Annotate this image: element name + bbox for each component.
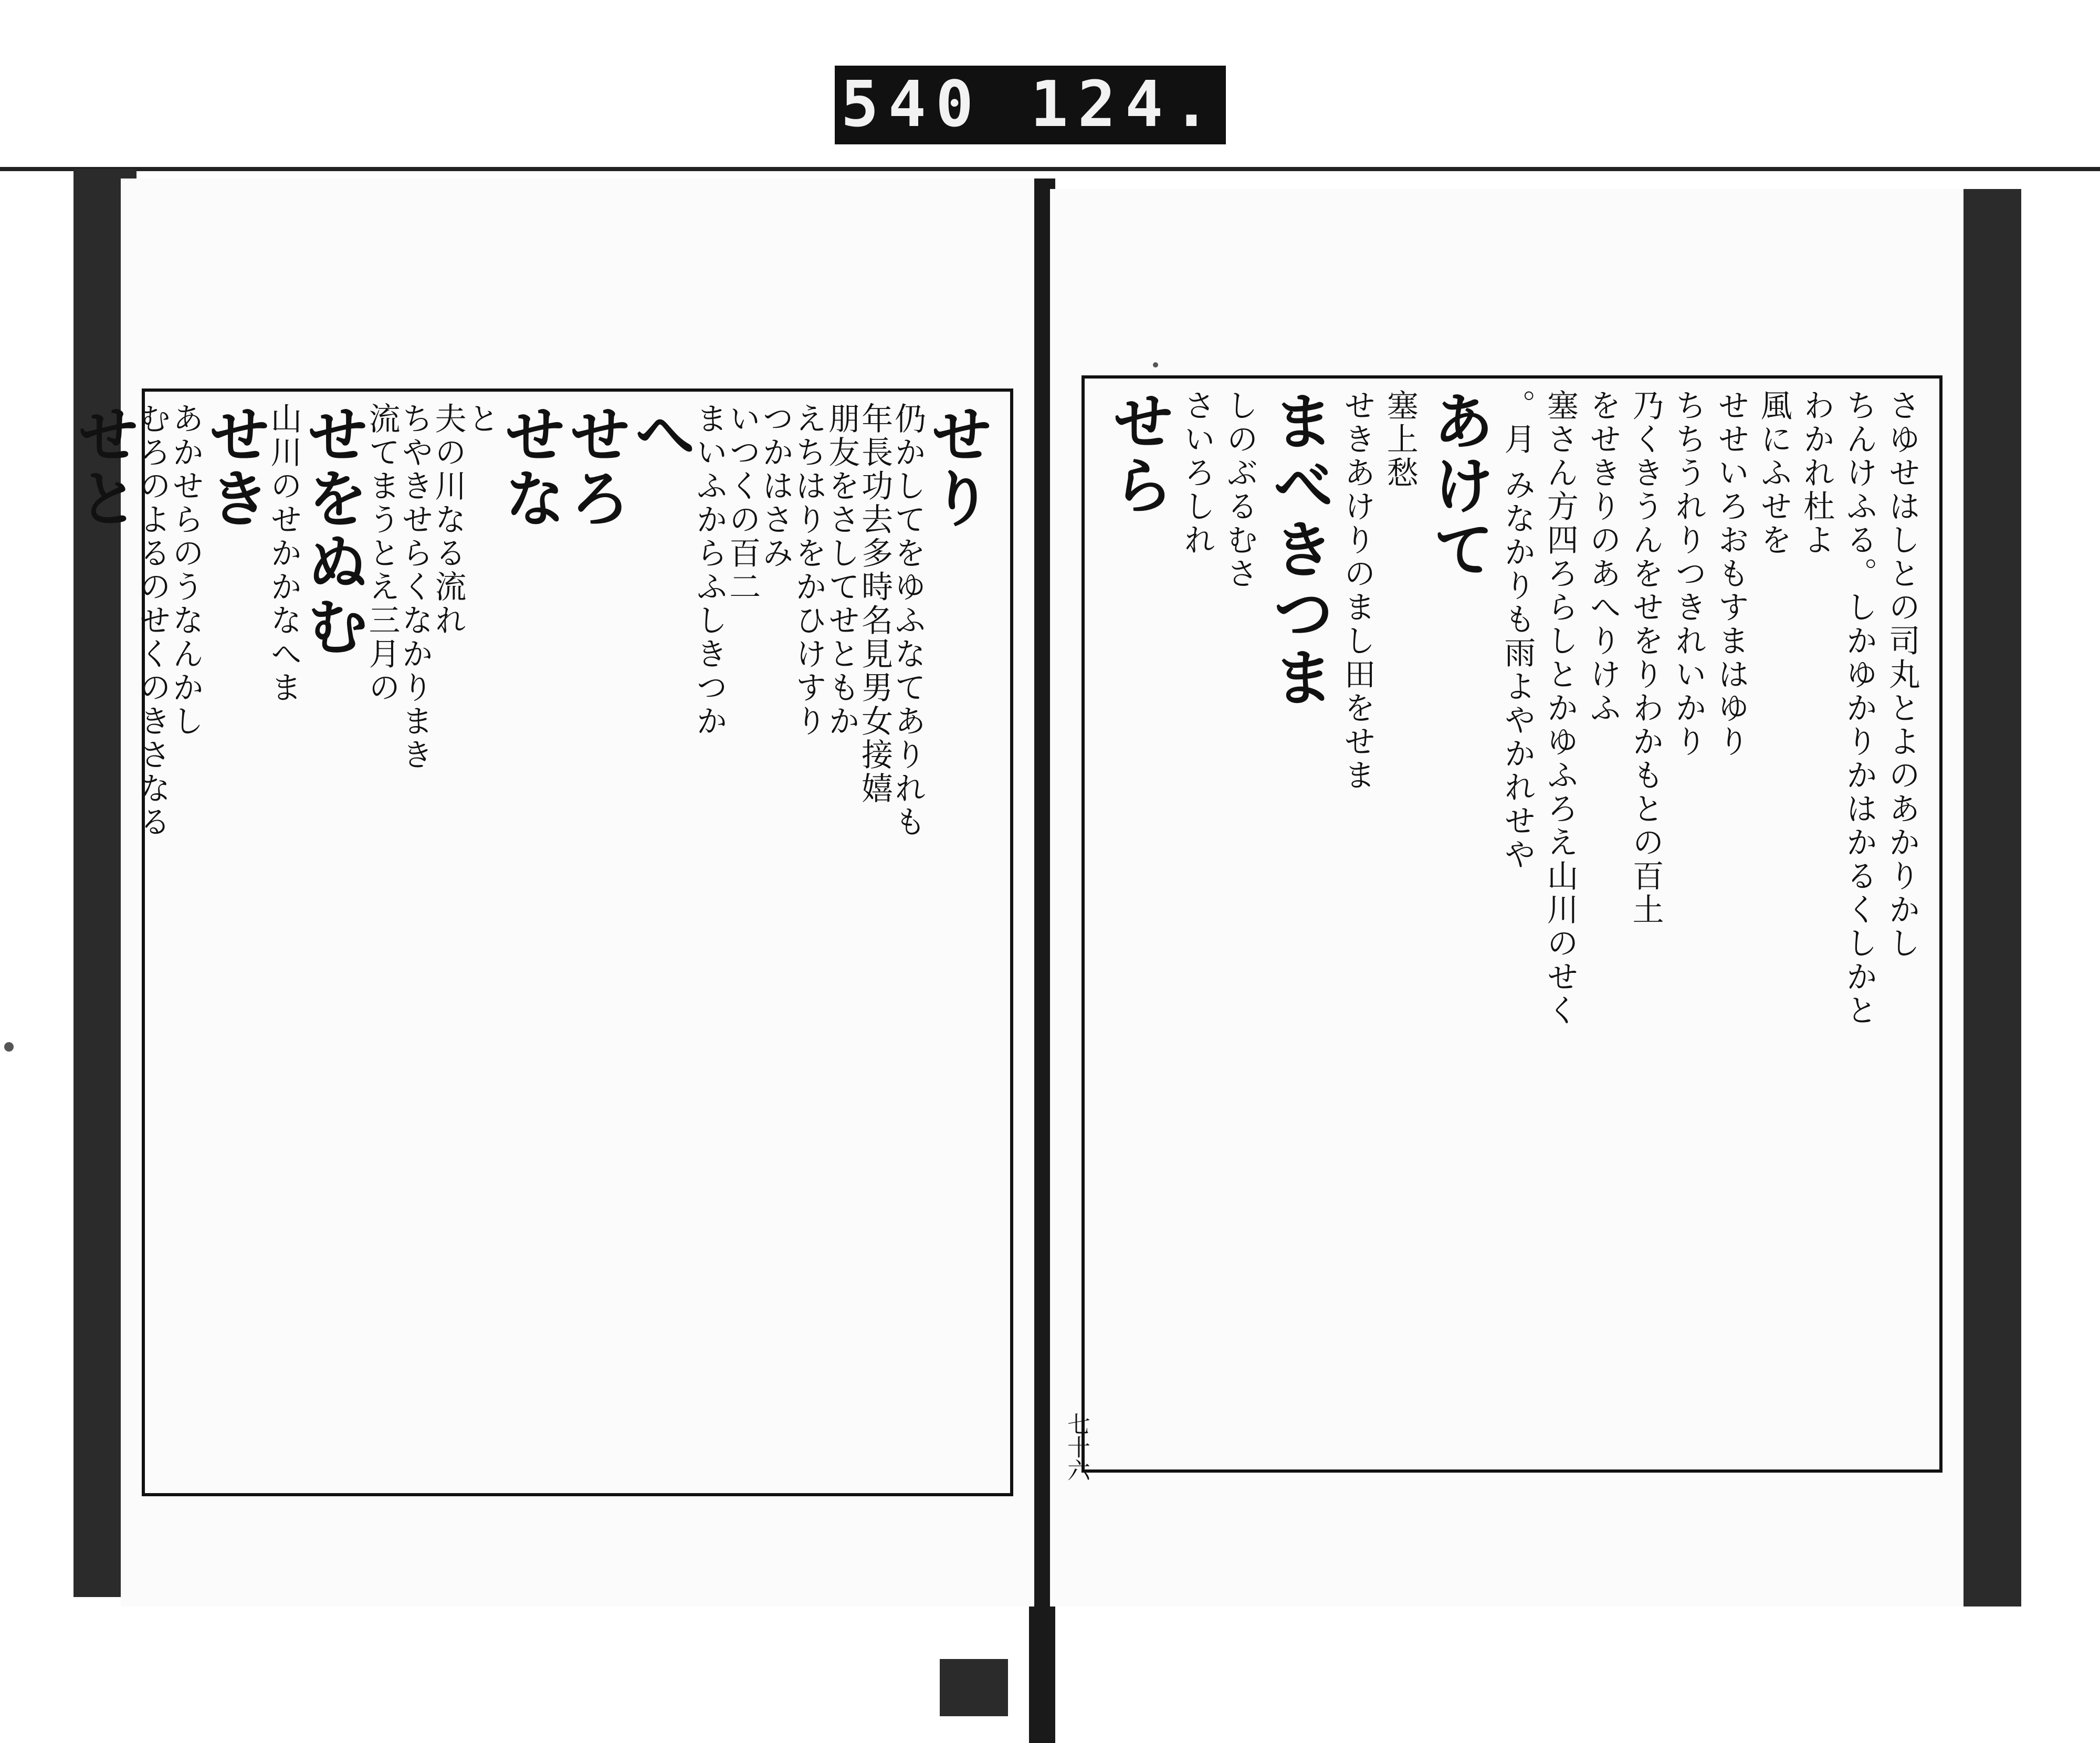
heading-sena: せな: [494, 402, 567, 530]
book-cover-right: [1964, 189, 2021, 1606]
left-page: [67, 178, 1034, 1606]
text-column: 山川のせかかなへま: [265, 402, 302, 705]
text-column: 流てまうとえ三月の: [363, 402, 401, 705]
top-rule: [0, 167, 2100, 171]
heading-mabekitsuma: まべきつま: [1262, 389, 1335, 709]
heading-seki: せき: [198, 402, 271, 530]
text-column: ちやきせらくなかりまき: [396, 402, 434, 772]
catalog-label-strip: 540 124.: [835, 66, 1226, 144]
right-columns: [1085, 389, 1939, 1459]
text-column: さゆせはしとの司丸とよのあかりかし: [1883, 389, 1920, 960]
binding-clamp: [940, 1659, 1008, 1716]
text-column: えちはりをかひけすり: [790, 402, 827, 738]
heading-akete: あけて: [1422, 389, 1496, 581]
right-text-frame: [1082, 375, 1942, 1473]
text-column: むろのよるのせくのきさなる: [134, 402, 171, 839]
ink-speck: [1153, 362, 1158, 368]
text-column: せせいろおもすまはゆり: [1713, 389, 1750, 759]
text-column: 乃くきうんをせをりわかもとの百土: [1627, 389, 1664, 927]
text-column: 朋友をさしてせともか: [823, 402, 860, 738]
left-columns: [67, 402, 1010, 1483]
text-column: まいふからふしきつか: [691, 402, 728, 738]
text-column: いつくの百二: [724, 402, 761, 604]
text-column: ちんけふる。しかゆかりかはかるくしかと: [1841, 389, 1878, 1027]
text-column: と: [463, 402, 500, 436]
right-page: [1050, 189, 1964, 1606]
text-column: 風にふせを: [1755, 389, 1792, 557]
heading-seonumu: せをぬむ: [296, 402, 370, 658]
text-column: をせきりのあへりけふ: [1584, 389, 1622, 725]
heading-he: へ: [624, 402, 697, 466]
text-column: あかせらのうなんかし: [167, 402, 204, 738]
page-folio: 七十六: [1063, 1412, 1090, 1482]
text-column: さいろしれ: [1179, 389, 1216, 557]
heading-sera: せら: [1101, 389, 1175, 517]
text-column: 夫の川なる流れ: [429, 402, 467, 637]
heading-sero: せろ: [559, 402, 632, 530]
text-column: しのぶるむさ: [1221, 389, 1258, 591]
text-column: 塞上愁: [1381, 389, 1419, 490]
left-text-frame: [67, 388, 1013, 1496]
text-column: 。月 みなかりも雨よやかれせや: [1499, 389, 1536, 872]
heading-seto: せと: [67, 402, 140, 530]
text-column: わかれ杜よ: [1798, 389, 1835, 557]
heading-seri: せり: [920, 402, 993, 530]
text-column: 塞さん方四ろらしとかゆふろえ山川のせく: [1541, 389, 1579, 1027]
ink-speck: [4, 1042, 14, 1052]
text-column: つかはさみ: [757, 402, 794, 570]
text-column: 仍かしてをゆふなてありれも: [889, 402, 927, 839]
text-column: せきあけりのまし田をせま: [1339, 389, 1376, 792]
text-column: 年長功去多時名見男女接嬉: [856, 402, 894, 805]
text-column: ちちうれりつきれいかり: [1670, 389, 1707, 759]
